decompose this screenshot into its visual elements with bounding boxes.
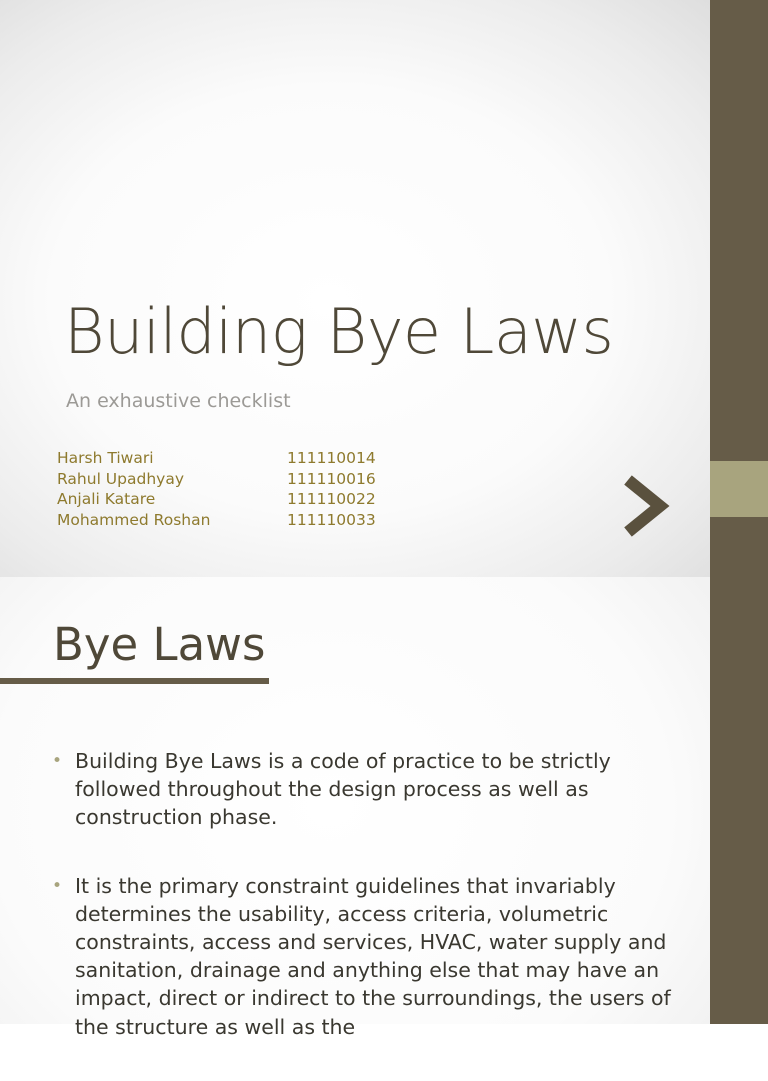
- author-name: Mohammed Roshan: [57, 510, 211, 529]
- bullet-text: Building Bye Laws is a code of practice to be strictly followed throughout the design process as well as construction phase.: [75, 749, 611, 830]
- heading-underline: [0, 678, 269, 684]
- bullet-glyph: •: [52, 875, 63, 896]
- bullet-list: [52, 747, 692, 1081]
- list-item: [52, 747, 692, 832]
- side-bar-accent: [710, 461, 768, 517]
- slide-side-bar: [710, 577, 768, 1024]
- content-slide: [0, 577, 768, 1039]
- author-roll-number: 111110014: [287, 449, 376, 467]
- author-roll-number: 111110022: [287, 490, 376, 508]
- bullet-glyph: •: [52, 751, 63, 771]
- author-roll-number: 111110016: [287, 469, 376, 488]
- author-row: [57, 469, 397, 490]
- slide-heading: Bye Laws: [53, 618, 266, 671]
- author-row: [57, 510, 397, 531]
- slide-subtitle: An exhaustive checklist: [66, 390, 291, 412]
- list-item: [52, 872, 692, 1041]
- chevron-right-icon[interactable]: [620, 472, 672, 540]
- author-roll-number: 111110033: [287, 510, 376, 529]
- slide-title: Building Bye Laws: [64, 295, 614, 368]
- author-row: [57, 489, 397, 510]
- author-list: [57, 448, 397, 530]
- author-row: [57, 448, 397, 469]
- author-name: Anjali Katare: [57, 490, 156, 508]
- author-name: Rahul Upadhyay: [57, 469, 184, 488]
- bullet-text: It is the primary constraint guidelines that invariably determines the usability, access criteria, volumetric constraints, access and services, HVAC, water supply and sanitation, drainage and anything else that may have an impact, direct or indirect to the surroundings, the users of the structure as well as the: [75, 873, 671, 1039]
- author-name: Harsh Tiwari: [57, 449, 154, 467]
